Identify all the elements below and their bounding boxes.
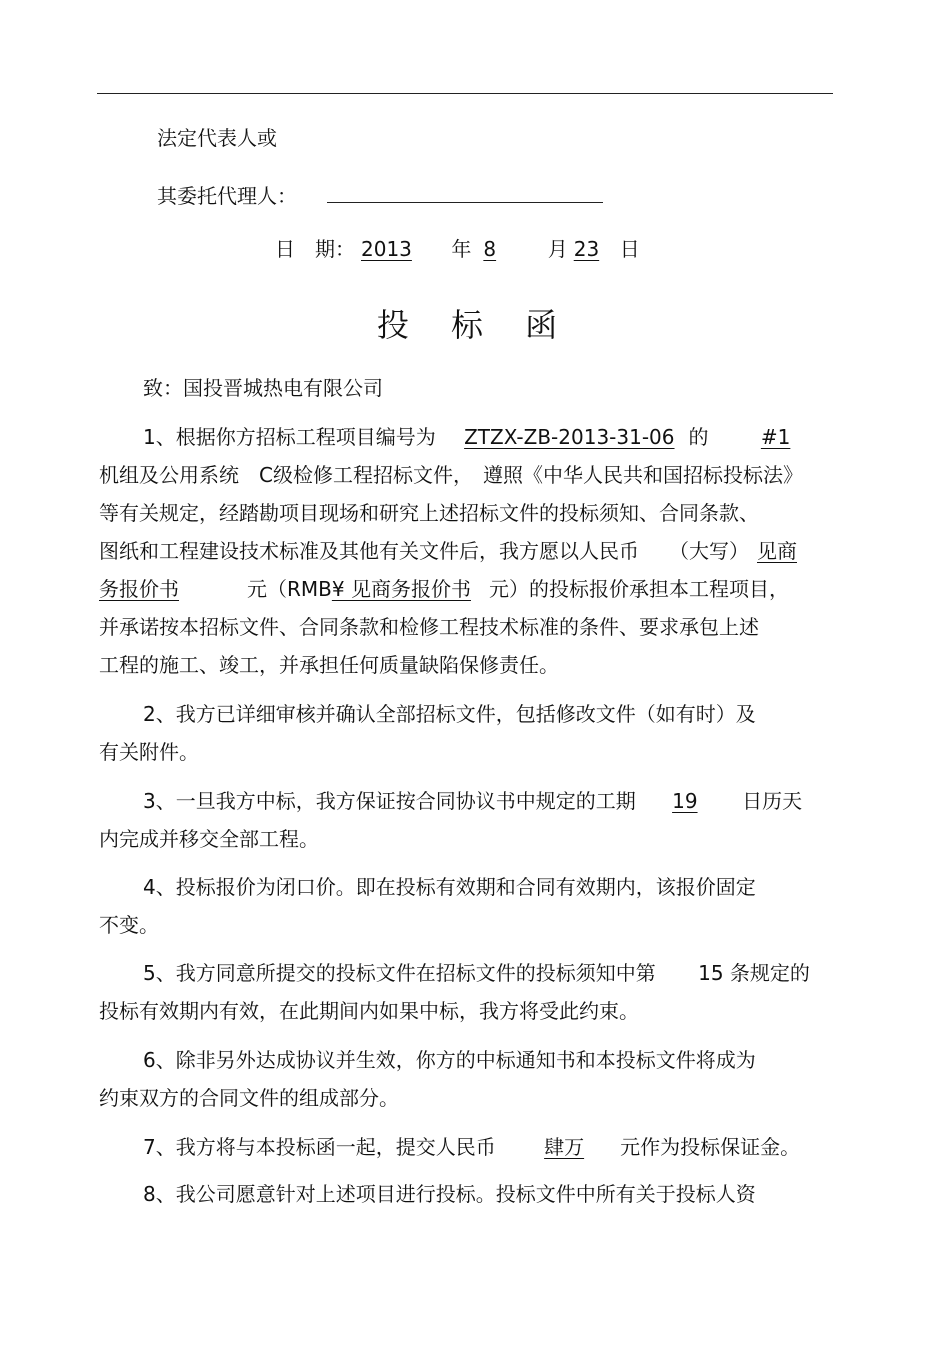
representative-label-line2 <box>157 180 603 210</box>
page-title: 投 标 函 <box>376 306 574 344</box>
bid-bond-amount: 肆万 <box>544 1135 585 1159</box>
date-year: 2013 <box>361 237 412 261</box>
date-day: 23 <box>573 237 600 261</box>
unit-number: #1 <box>760 425 791 449</box>
p6-line2: 约束双方的合同文件的组成部分。 <box>99 1086 399 1110</box>
p4-line1: 4、投标报价为闭口价。即在投标有效期和合同有效期内，该报价固定 <box>143 875 756 899</box>
signature-blank <box>327 180 603 203</box>
p1-line3: 等有关规定，经踏勘项目现场和研究上述招标文件的投标须知、合同条款、 <box>99 501 759 525</box>
month-unit: 月 <box>547 237 568 261</box>
p1-line5 <box>99 575 789 603</box>
p1-line5-text: 元）的投标报价承担本工程项目， <box>488 577 789 601</box>
p5-text-a: 5、我方同意所提交的投标文件在招标文件的投标须知中第 <box>143 961 656 985</box>
p1-line4 <box>99 537 797 565</box>
p3-text-b: 日历天 <box>742 789 803 813</box>
p1-line4-text: 图纸和工程建设技术标准及其他有关文件后，我方愿以人民币 （大写） <box>99 539 749 563</box>
p7-line1 <box>143 1133 800 1161</box>
p3-line2: 内完成并移交全部工程。 <box>99 827 319 851</box>
header-rule <box>97 93 833 94</box>
p6-line1: 6、除非另外达成协议并生效，你方的中标通知书和本投标文件将成为 <box>143 1048 756 1072</box>
p1-line7: 工程的施工、竣工，并承担任何质量缺陷保修责任。 <box>99 653 559 677</box>
price-capital-start: 见商 <box>757 539 797 563</box>
salutation: 致：国投晋城热电有限公司 <box>143 376 383 400</box>
date-label: 日 期： <box>275 237 355 261</box>
p1-text-a: 1、根据你方招标工程项目编号为 <box>143 425 436 449</box>
p1-line6: 并承诺按本招标文件、合同条款和检修工程技术标准的条件、要求承包上述 <box>99 615 759 639</box>
p1-rmb-label: 元（RMB <box>247 577 332 601</box>
year-unit: 年 <box>451 237 472 261</box>
representative-label-line1: 法定代表人或 <box>157 126 277 150</box>
p1-line2: 机组及公用系统 C级检修工程招标文件， 遵照《中华人民共和国招标投标法》 <box>99 463 803 487</box>
p3-line1 <box>143 787 802 815</box>
p7-text-b: 元作为投标保证金。 <box>620 1135 801 1159</box>
p5-line1 <box>143 959 810 987</box>
p2-line2: 有关附件。 <box>99 740 199 764</box>
price-capital-end: 务报价书 <box>99 577 179 601</box>
p5-line2: 投标有效期内有效，在此期间内如果中标，我方将受此约束。 <box>99 999 639 1023</box>
p7-text-a: 7、我方将与本投标函一起，提交人民币 <box>143 1135 496 1159</box>
day-unit: 日 <box>619 237 640 261</box>
project-code: ZTZX-ZB-2013-31-06 <box>464 425 675 449</box>
date-month: 8 <box>483 237 497 261</box>
p1-line1 <box>143 423 841 451</box>
representative-label: 其委托代理人： <box>157 184 297 208</box>
p4-line2: 不变。 <box>99 913 159 937</box>
p5-text-b: 条规定的 <box>729 961 810 985</box>
p2-line1: 2、我方已详细审核并确认全部招标文件，包括修改文件（如有时）及 <box>143 702 756 726</box>
work-days: 19 <box>672 789 698 813</box>
clause-number: 15 <box>698 961 724 985</box>
p3-text-a: 3、一旦我方中标，我方保证按合同协议书中规定的工期 <box>143 789 636 813</box>
date-line <box>275 235 640 263</box>
p8-line1: 8、我公司愿意针对上述项目进行投标。投标文件中所有关于投标人资 <box>143 1182 756 1206</box>
price-rmb: ¥ 见商务报价书 <box>331 577 471 601</box>
p1-text-b: 的 <box>688 425 709 449</box>
